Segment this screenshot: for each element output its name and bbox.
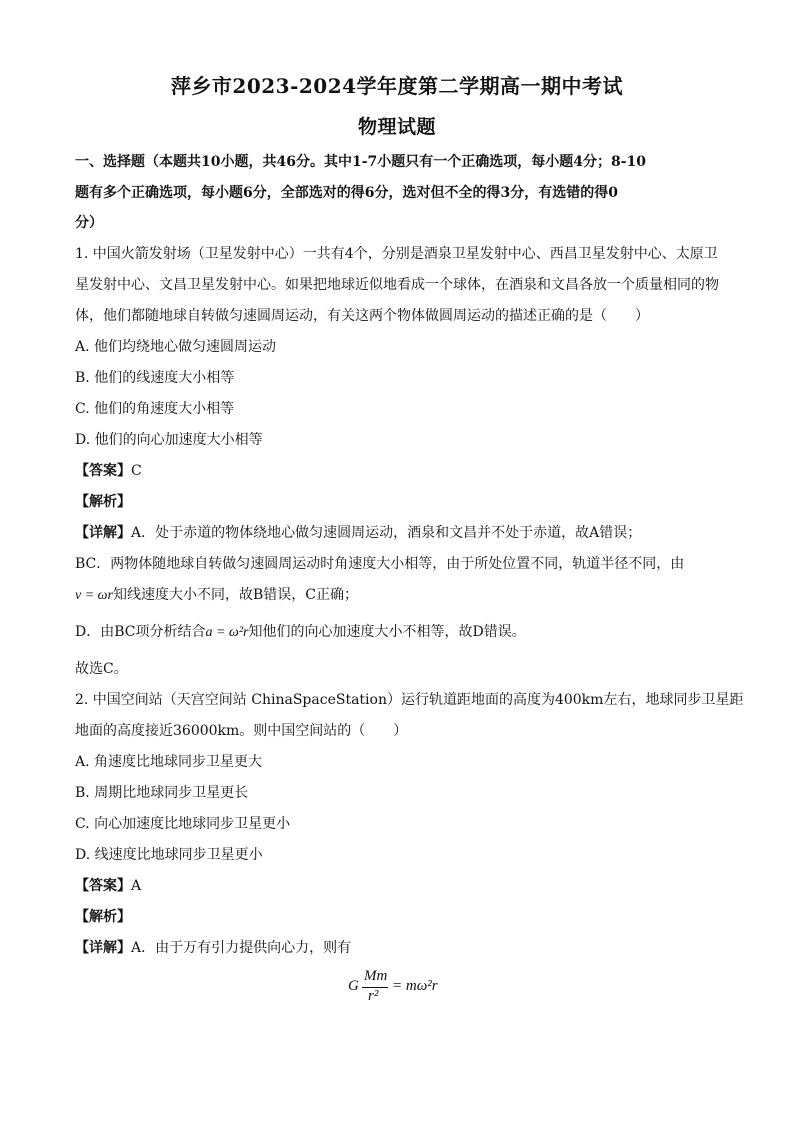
q2-option-c: C. 向心加速度比地球同步卫星更小 [75,816,291,832]
q1-option-b: B. 他们的线速度大小相等 [75,370,235,386]
q2-option-b: B. 周期比地球同步卫星更长 [75,785,249,801]
q1-formula-a: a = ω²r [205,625,249,640]
q1-conclusion: 故选C。 [75,661,128,677]
q1-stem-line-3: 体，他们都随地球自转做匀速圆周运动，有关这两个物体做圆周运动的描述正确的是（ ） [75,308,649,324]
q2-stem-line-2: 地面的高度接近36000km。则中国空间站的（ ） [75,723,408,739]
q1-answer [75,461,725,481]
q2-answer-label: 【答案】 [75,878,131,894]
exam-title: 萍乡市2023-2024学年度第二学期高一期中考试 [170,74,624,98]
q1-stem-line-1: 1. 中国火箭发射场（卫星发射中心）一共有4个，分别是酒泉卫星发射中心、西昌卫星发射中心、太原卫 [75,246,718,262]
q2-stem-line-1: 2. 中国空间站（天宫空间站 ChinaSpaceStation）运行轨道距地面的高度为400km左右，地球同步卫星距 [75,692,744,708]
q1-stem-line-2: 星发射中心、文昌卫星发射中心。如果把地球近似地看成一个球体，在酒泉和文昌各放一个质量相同的物 [75,277,719,293]
q1-option-d: D. 他们的向心加速度大小相等 [75,432,263,448]
q1-detail-line-4 [75,622,725,643]
q1-formula-v: v = ωr [75,588,113,603]
q2-option-d: D. 线速度比地球同步卫星更小 [75,847,263,863]
section-instructions-line-2: 题有多个正确选项，每小题6分，全部选对的得6分，选对但不全的得3分，有选错的得0 [75,185,618,201]
q1-option-a: A. 他们均绕地心做匀速圆周运动 [75,339,277,355]
formula-numerator: Mm [364,968,388,984]
exam-subtitle: 物理试题 [357,116,436,138]
q1-answer-label: 【答案】 [75,463,131,479]
q1-detail-line-3 [75,585,725,606]
q2-answer-value: A [131,878,142,894]
formula-denominator: r² [368,988,379,1004]
q1-detail-label: 【详解】 [75,525,131,541]
q1-detail-bc: 知线速度大小不同，故B错误，C正确； [113,587,358,603]
section-instructions-line-1: 一、选择题（本题共10小题，共46分。其中1-7小题只有一个正确选项，每小题4分；8-10 [75,154,647,170]
q2-answer [75,876,725,896]
q1-detail-d-b: 知他们的向心加速度大小不相等，故D错误。 [248,624,526,640]
q2-analysis-label: 【解析】 [75,909,131,925]
q1-answer-value: C [131,463,142,479]
q1-detail-d-a: D．由BC项分析结合 [75,624,206,640]
section-instructions-line-3: 分） [75,215,103,231]
q1-detail-line-2: BC．两物体随地球自转做匀速圆周运动时角速度大小相等，由于所处位置不同，轨道半径不同，由 [75,556,685,572]
q2-option-a: A. 角速度比地球同步卫星更大 [75,754,263,770]
gravitation-formula [340,968,480,1008]
q1-option-c: C. 他们的角速度大小相等 [75,401,235,417]
q2-detail-label: 【详解】 [75,940,131,956]
q1-detail-line-1 [75,523,725,543]
formula-rhs: = mω²r [392,978,438,994]
q2-detail-line-1 [75,938,725,958]
q1-analysis-label: 【解析】 [75,494,131,510]
q2-detail-a: A．由于万有引力提供向心力，则有 [131,940,352,956]
q1-detail-a: A．处于赤道的物体绕地心做匀速圆周运动，酒泉和文昌并不处于赤道，故A错误； [131,525,642,541]
formula-g: G [348,978,359,994]
